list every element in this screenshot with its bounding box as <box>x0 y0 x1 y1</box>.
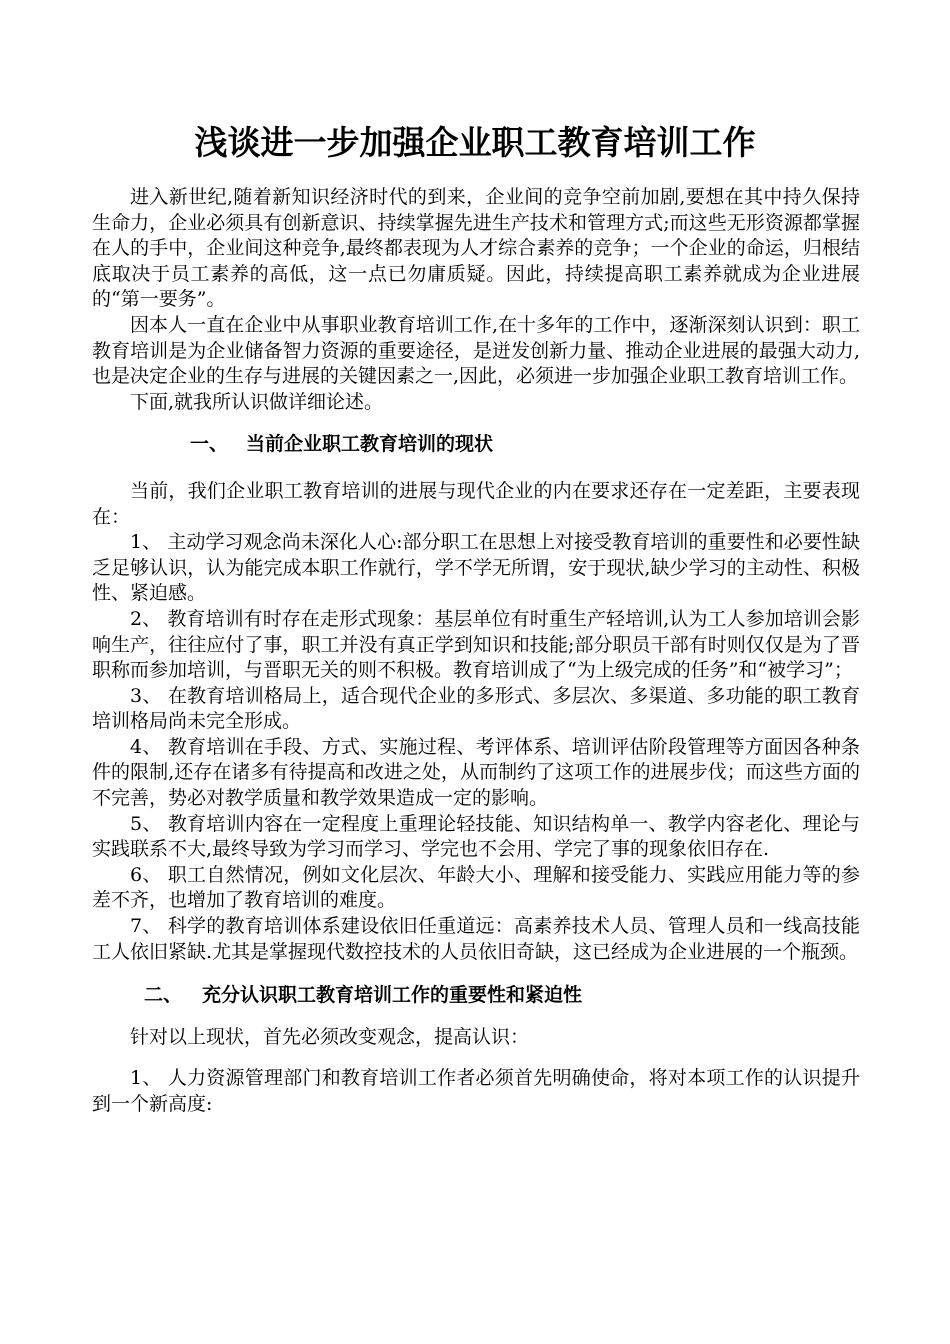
section-1-item-6: 6、 职工自然情况，例如文化层次、年龄大小、理解和接受能力、实践应用能力等的参差不齐，也增加了教育培训的难度。 <box>92 863 860 912</box>
section-2-paragraph: 针对以上现状，首先必须改变观念，提高认识： <box>130 1025 530 1048</box>
intro-paragraph-3: 下面,就我所认识做详细论述。 <box>130 390 384 413</box>
section-1-item-1: 1、 主动学习观念尚未深化人心:部分职工在思想上对接受教育培训的重要性和必要性缺乏足够认识，认为能完成本职工作就行，学不学无所谓，安于现状,缺少学习的主动性、积极性、紧迫感。 <box>92 531 860 605</box>
document-body <box>92 185 860 1118</box>
intro-paragraph-2: 因本人一直在企业中从事职业教育培训工作,在十多年的工作中，逐渐深刻认识到：职工教育培训是为企业储备智力资源的重要途径，是迸发创新力量、推动企业进展的最强大动力,也是决定企业的生存与进展的关键因素之一,因此，必须进一步加强企业职工教育培训工作。 <box>92 313 860 388</box>
section-1-number: 一、 <box>190 433 229 456</box>
section-2-title: 充分认识职工教育培训工作的重要性和紧迫性 <box>202 984 583 1007</box>
section-1-item-3: 3、 在教育培训格局上，适合现代企业的多形式、多层次、多渠道、多功能的职工教育培训格局尚未完全形成。 <box>92 684 860 733</box>
section-1-item-7: 7、 科学的教育培训体系建设依旧任重道远：高素养技术人员、管理人员和一线高技能工人依旧紧缺.尤其是掌握现代数控技术的人员依旧奇缺，这已经成为企业进展的一个瓶颈。 <box>92 915 860 963</box>
section-2-heading <box>92 983 860 1009</box>
section-2-item-1: 1、 人力资源管理部门和教育培训工作者必须首先明确使命，将对本项工作的认识提升到一个新高度: <box>92 1067 860 1115</box>
document-title: 浅谈进一步加强企业职工教育培训工作 <box>194 123 756 162</box>
intro-paragraph-1: 进入新世纪,随着新知识经济时代的到来，企业间的竞争空前加剧,要想在其中持久保持生命力，企业必须具有创新意识、持续掌握先进生产技术和管理方式;而这些无形资源都掌握在人的手中，企业间这种竞争,最终都表现为人才综合素养的竞争；一个企业的命运，归根结底取决于员工素养的高低，这一点已勿庸质疑。因此，持续提高职工素养就成为企业进展的“第一要务”。 <box>92 186 860 311</box>
section-1-item-4: 4、 教育培训在手段、方式、实施过程、考评体系、培训评估阶段管理等方面因各种条件的限制,还存在诸多有待提高和改进之处，从而制约了这项工作的进展步伐；而这些方面的不完善，势必对教学质量和教学效果造成一定的影响。 <box>92 735 860 810</box>
section-1-title: 当前企业职工教育培训的现状 <box>246 433 494 456</box>
section-1-paragraph: 当前，我们企业职工教育培训的进展与现代企业的内在要求还存在一定差距，主要表现在： <box>92 479 860 528</box>
section-1-item-5: 5、 教育培训内容在一定程度上重理论轻技能、知识结构单一、教学内容老化、理论与实践联系不大,最终导致为学习而学习、学完也不会用、学完了事的现象依旧存在. <box>92 812 860 861</box>
section-2-number: 二、 <box>144 984 183 1007</box>
section-1-item-2: 2、 教育培训有时存在走形式现象：基层单位有时重生产轻培训,认为工人参加培训会影响生产，往往应付了事，职工并没有真正学到知识和技能;部分职员干部有时则仅仅是为了晋职称而参加培训，与晋职无关的则不积极。教育培训成了“为上级完成的任务”和“被学习”； <box>92 607 860 682</box>
section-1-heading <box>92 432 860 458</box>
